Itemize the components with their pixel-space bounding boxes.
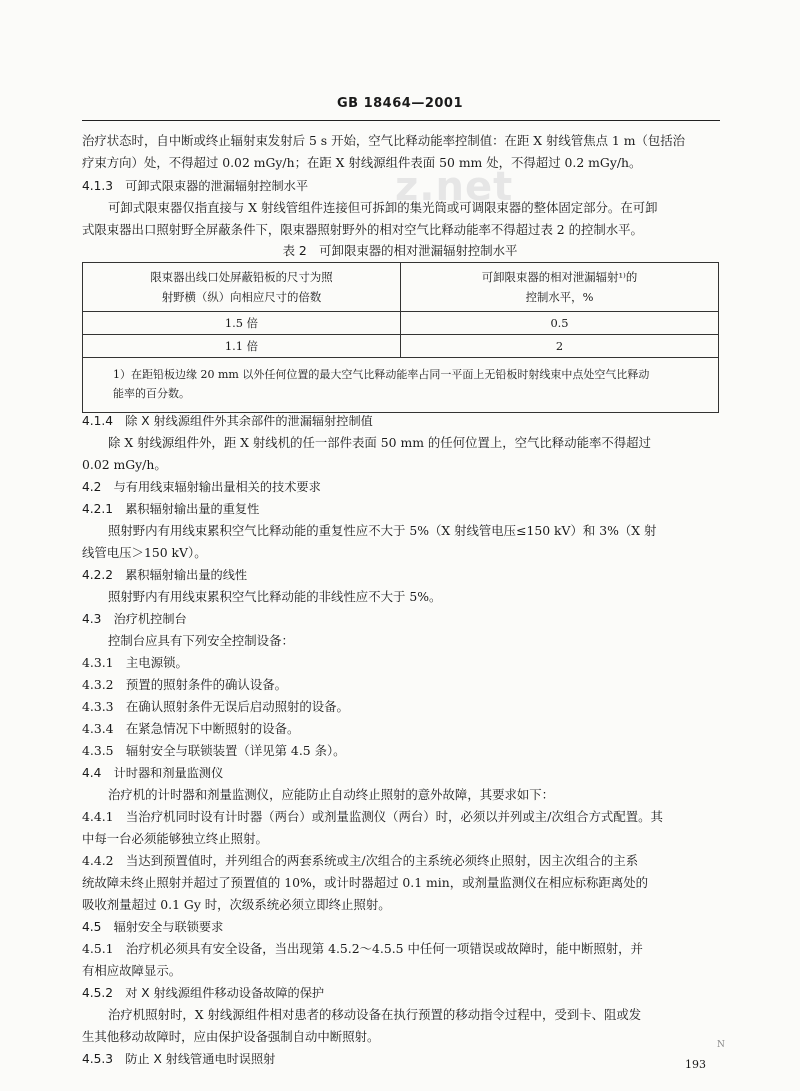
section-4-4-heading: 4.4 计时器和剂量监测仪: [82, 766, 224, 780]
list-item: 4.3.2 预置的照射条件的确认设备。: [82, 677, 287, 692]
table-row: [83, 312, 719, 335]
table-header-col-1-line-1: 限束器出线口处屏蔽铅板的尺寸为照: [150, 270, 333, 284]
list-item: 4.3.3 在确认照射条件无误后启动照射的设备。: [82, 699, 349, 714]
list-item: 4.3.1 主电源锁。: [82, 655, 188, 670]
intro-line-1: 治疗状态时，自中断或终止辐射束发射后 5 s 开始，空气比释动能率控制值：在距 X 射线管焦点 1 m（包括治: [82, 133, 686, 148]
table-header-row: [83, 263, 719, 312]
section-4-5-2-para-2: 生其他移动故障时，应由保护设备强制自动中断照射。: [82, 1029, 380, 1044]
section-4-1-3-para-2: 式限束器出口照射野全屏蔽条件下，限束器照射野外的相对空气比释动能率不得超过表 2 的控制水平。: [82, 222, 643, 237]
section-4-3-para-1: 控制台应具有下列安全控制设备：: [108, 633, 294, 648]
section-4-5-heading: 4.5 辐射安全与联锁要求: [82, 920, 224, 934]
page-number: 193: [685, 1058, 706, 1071]
section-4-2-2-para-1: 照射野内有用线束累积空气比释动能的非线性应不大于 5%。: [108, 589, 442, 604]
section-4-2-1-para-2: 线管电压＞150 kV）。: [82, 545, 207, 560]
section-4-4-2-line-3: 吸收剂量超过 0.1 Gy 时，次级系统必须立即终止照射。: [82, 897, 391, 912]
watermark: z.net: [395, 164, 514, 210]
list-item: 4.3.5 辐射安全与联锁装置（详见第 4.5 条）。: [82, 743, 346, 758]
table-note-row: [83, 358, 719, 413]
table-2-caption: 表 2 可卸限束器的相对泄漏辐射控制水平: [282, 243, 518, 258]
page-header: GB 18464—2001: [336, 96, 463, 111]
section-4-1-3-heading: 4.1.3 可卸式限束器的泄漏辐射控制水平: [82, 179, 309, 193]
list-item: 4.3.4 在紧急情况下中断照射的设备。: [82, 721, 300, 736]
table-header-col-1: [83, 263, 401, 312]
section-4-5-2-heading: 4.5.2 对 X 射线源组件移动设备故障的保护: [82, 986, 325, 1000]
section-4-4-1-line-2: 中每一台必须能够独立终止照射。: [82, 831, 268, 846]
section-4-1-4-heading: 4.1.4 除 X 射线源组件外其余部件的泄漏辐射控制值: [82, 414, 373, 428]
table-note-line-2: 能率的百分数。: [113, 387, 190, 400]
table-header-col-2-line-1: 可卸限束器的相对泄漏辐射¹⁾的: [481, 270, 638, 284]
section-4-4-2-line-1: 4.4.2 当达到预置值时，并列组合的两套系统或主/次组合的主系统必须终止照射，因主次组合的主系: [82, 853, 639, 868]
table-header-col-1-line-2: 射野横（纵）向相应尺寸的倍数: [161, 290, 322, 304]
section-4-4-2-line-2: 统故障未终止照射并超过了预置值的 10%，或计时器超过 0.1 min，或剂量监测仪在相应标称距离处的: [82, 875, 648, 890]
table-2: [82, 262, 719, 413]
section-4-5-1-line-2: 有相应故障显示。: [82, 963, 182, 978]
section-4-2-1-para-1: 照射野内有用线束累积空气比释动能的重复性应不大于 5%（X 射线管电压≤150 kV）和 3%（X 射: [108, 523, 657, 538]
section-4-4-1-line-1: 4.4.1 当治疗机同时设有计时器（两台）或剂量监测仪（两台）时，必须以并列或主/次组合方式配置。其: [82, 809, 663, 824]
table-header-col-2: [401, 263, 719, 312]
section-4-3-heading: 4.3 治疗机控制台: [82, 612, 187, 626]
table-cell-level: 0.5: [401, 312, 719, 335]
section-4-2-2-heading: 4.2.2 累积辐射输出量的线性: [82, 568, 248, 582]
section-4-5-1-line-1: 4.5.1 治疗机必须具有安全设备，当出现第 4.5.2～4.5.5 中任何一项错误或故障时，能中断照射，并: [82, 941, 643, 956]
intro-line-2: 疗束方向）处，不得超过 0.02 mGy/h；在距 X 射线源组件表面 50 mm 处，不得超过 0.2 mGy/h。: [82, 155, 642, 170]
table-cell-multiple: 1.1 倍: [83, 335, 401, 358]
table-note-line-1: 1）在距铅板边缘 20 mm 以外任何位置的最大空气比释动能率占同一平面上无铅板时射线束中点处空气比释动: [113, 368, 650, 381]
section-4-2-heading: 4.2 与有用线束辐射输出量相关的技术要求: [82, 480, 321, 494]
corner-mark: N: [717, 1040, 725, 1050]
section-4-1-4-para-1: 除 X 射线源组件外，距 X 射线机的任一部件表面 50 mm 的任何位置上，空气比释动能率不得超过: [108, 435, 651, 450]
table-row: [83, 335, 719, 358]
header-rule: [82, 120, 720, 121]
table-note: [83, 358, 719, 413]
section-4-5-2-para-1: 治疗机照射时，X 射线源组件相对患者的移动设备在执行预置的移动指令过程中，受到卡、阻或发: [108, 1007, 642, 1022]
table-cell-multiple: 1.5 倍: [83, 312, 401, 335]
section-4-4-para-1: 治疗机的计时器和剂量监测仪，应能防止自动终止照射的意外故障，其要求如下：: [108, 787, 555, 802]
section-4-1-4-para-2: 0.02 mGy/h。: [82, 457, 167, 472]
section-4-1-3-para-1: 可卸式限束器仅指直接与 X 射线管组件连接但可拆卸的集光筒或可调限束器的整体固定部分。在可卸: [108, 200, 658, 215]
section-4-5-3-heading: 4.5.3 防止 X 射线管通电时误照射: [82, 1052, 276, 1066]
table-header-col-2-line-2: 控制水平，%: [525, 290, 594, 304]
table-cell-level: 2: [401, 335, 719, 358]
section-4-2-1-heading: 4.2.1 累积辐射输出量的重复性: [82, 502, 260, 516]
